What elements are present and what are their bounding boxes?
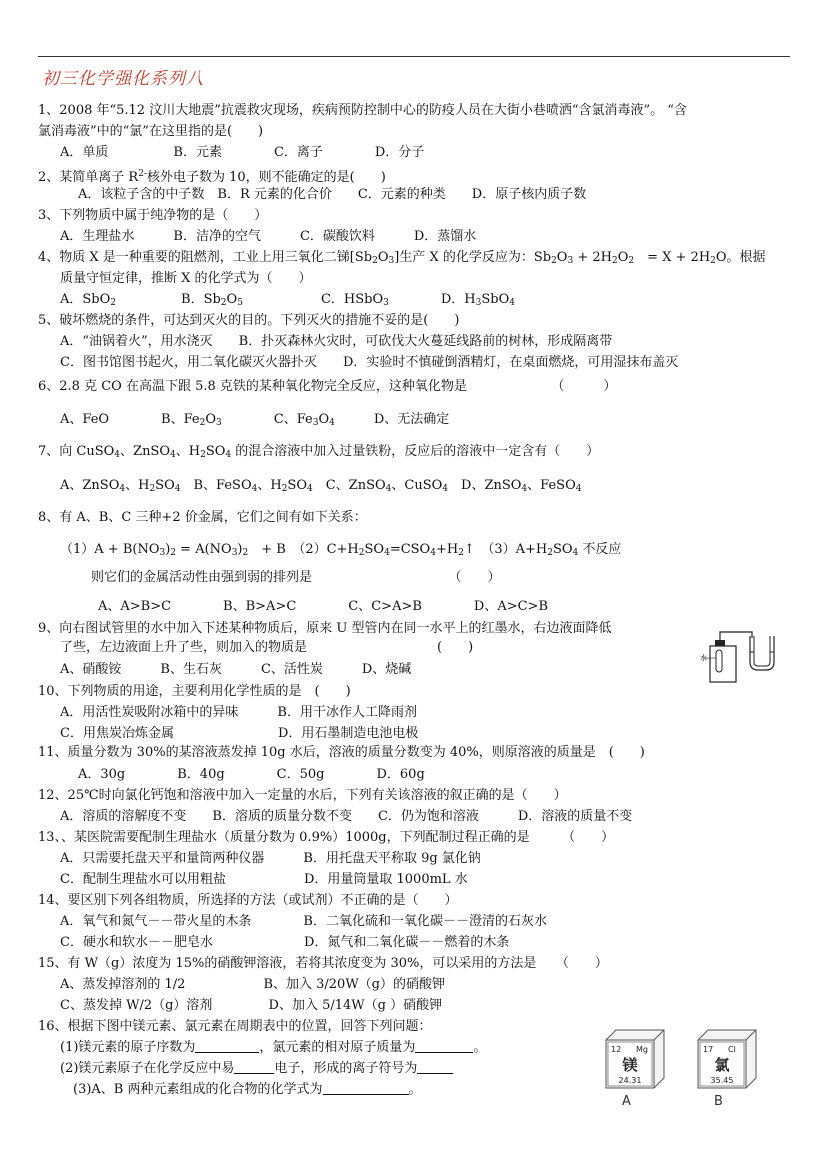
connecting-tube	[720, 632, 752, 640]
text-line: C．图书馆图书起火，用二氧化碳灭火器扑灭 D．实验时不慎碰倒酒精灯，在桌面燃烧，可用湿抹布盖灭	[60, 355, 679, 370]
text-line: A．单质 B．元素 C．离子 D．分子	[60, 145, 425, 160]
text-line: $(1)A + B(NO_3)_2 = A(NO_3)_2$ + B $(2)C+H_2SO_4=CSO_4+H_2↑$ $(3)A+H_2SO_4$ 不反应	[60, 542, 622, 558]
text-line: A、FeO B、$Fe_2O_3$ C、$Fe_3O_4$ D、无法确定	[60, 412, 450, 428]
tile-caption-b: B	[714, 1094, 723, 1109]
u-tube-inner	[754, 636, 770, 666]
text-line: A．30g B．40g C．50g D．60g	[78, 767, 425, 782]
text-line: 6、2.8 克 CO 在高温下跟 5.8 克铁的某种氧化物完全反应，这种氧化物是 （ ）	[38, 379, 617, 394]
beaker	[710, 646, 736, 682]
text-line: 8、有 A、B、C 三种+2 价金属，它们之间有如下关系：	[38, 510, 367, 525]
text-line: C．硬水和软水－－肥皂水 D．氮气和二氧化碳－－燃着的木条	[60, 935, 510, 950]
tile-caption-a: A	[622, 1094, 631, 1109]
u-tube-apparatus-figure	[700, 626, 782, 686]
text-line: A、蒸发掉溶剂的 1/2 B、加入 3/20W（g）的硝酸钾	[60, 977, 446, 992]
text-line: A．只需要托盘天平和量筒两种仪器 B．用托盘天平称取 9g 氯化钠	[60, 851, 481, 866]
text-line: A、A>B>C B、B>A>C C、C>A>B D、A>C>B	[98, 599, 549, 614]
text-line: 氯消毒液”中的“氯”在这里指的是( )	[38, 124, 264, 139]
element-mass: 35.45	[710, 1076, 734, 1085]
text-line: 9、向右图试管里的水中加入下述某种物质后，原来 U 型管内在同一水平上的红墨水，右边液面降低	[38, 621, 612, 636]
element-tile-a	[602, 1026, 666, 1090]
text-line: A．氧气和氮气－－带火星的木条 B．二氧化硫和一氧化碳－－澄清的石灰水	[60, 914, 547, 929]
text-line: A．生理盐水 B．洁净的空气 C．碳酸饮料 D．蒸馏水	[60, 229, 477, 244]
text-line: 5、破坏燃烧的条件，可达到灭火的目的。下列灭火的措施不妥的是( )	[38, 313, 460, 328]
text-line: A．SbO$_2$ B．$Sb_2O_5$ C．HSbO$_3$ D．$H_3SbO_4$	[60, 292, 515, 308]
text-line: 15、有 W（g）浓度为 15%的硝酸钾溶液，若将其浓度变为 30%，可以采用的方法是 （ ）	[38, 956, 608, 971]
text-line: (3)A、B 两种元素组成的化合物的化学式为 。	[60, 1082, 422, 1097]
atomic-number: 17	[703, 1045, 714, 1054]
text-line: 14、要区别下列各组物质，所选择的方法（或试剂）不正确的是（ ）	[38, 893, 458, 908]
header-rule	[38, 56, 790, 57]
stopper	[715, 640, 725, 646]
test-tube	[716, 650, 722, 672]
text-line: (1)镁元素的原子序数为 ，氯元素的相对原子质量为 。	[60, 1040, 487, 1055]
text-line: 7、向 CuSO$_4$、ZnSO$_4$、$H_2SO_4$ 的混合溶液中加入过量铁粉，反应后的溶液中一定含有（ ）	[38, 444, 600, 460]
text-line: A．溶质的溶解度不变 B．溶质的质量分数不变 C．仍为饱和溶液 D．溶液的质量不变	[60, 809, 633, 824]
element-symbol: Mg	[636, 1045, 648, 1054]
text-line: 了些，左边液面上升了些，则加入的物质是 ( )	[60, 640, 474, 655]
text-line: A、硝酸铵 B、生石灰 C、活性炭 D、烧碱	[60, 662, 412, 677]
element-name: 氯	[714, 1056, 730, 1074]
text-line: 16、根据下图中镁元素、氯元素在周期表中的位置，回答下列问题：	[38, 1019, 432, 1034]
text-line: 质量守恒定律，推断 X 的化学式为（ ）	[60, 271, 312, 286]
text-line: C．用焦炭冶炼金属 D．用石墨制造电池电极	[60, 726, 419, 741]
text-line: 3、下列物质中属于纯净物的是（ ）	[38, 208, 268, 223]
text-line: A．“油锅着火”，用水浇灭 B．扑灭森林火灾时，可砍伐大火蔓延线路前的树林，形成隔离带	[60, 334, 613, 349]
text-line: 则它们的金属活动性由强到弱的排列是 （ ）	[78, 570, 501, 585]
text-line: C．配制生理盐水可以用粗盐 D．用量筒量取 1000mL 水	[60, 872, 468, 887]
text-line: 4、物质 X 是一种重要的阻燃剂，工业上用三氧化二锑$[Sb_2O_3]$生产 X 的化学反应为：$Sb_2O_3 + 2H_2O_2$ = $X + 2H_2O$。根据	[38, 250, 766, 266]
page-title: 初三化学强化系列八	[42, 69, 204, 89]
atomic-number: 12	[611, 1045, 622, 1054]
element-name: 镁	[622, 1056, 638, 1074]
text-line: 12、25℃时向氯化钙饱和溶液中加入一定量的水后，下列有关该溶液的叙正确的是（ ）	[38, 788, 567, 803]
text-line: C、蒸发掉 W/2（g）溶剂 D、加入 5/14W（g ）硝酸钾	[60, 998, 443, 1013]
text-line: 1、2008 年“5.12 汶川大地震”抗震救灾现场，疾病预防控制中心的防疫人员在大街小巷喷洒“含氯消毒液”。 “含	[38, 103, 687, 118]
text-line: A、ZnSO$_4$、$H_2SO_4$ B、FeSO$_4$、$H_2SO_4$ C、ZnSO$_4$、CuSO$_4$ D、ZnSO$_4$、FeSO$_4$	[60, 478, 582, 494]
text-line: A．用活性炭吸附冰箱中的异味 B．用干冰作人工降雨剂	[60, 705, 417, 720]
element-mass: 24.31	[618, 1076, 642, 1085]
text-line: 13、、某医院需要配制生理盐水（质量分数为 0.9%）1000g，下列配制过程正确的是 （ ）	[38, 830, 615, 845]
text-line: 10、下列物质的用途，主要利用化学性质的是 ( )	[38, 684, 351, 699]
text-line: 2、某简单离子 $R^{2-}$核外电子数为 10，则不能确定的是( )	[38, 169, 386, 185]
element-tile-b	[694, 1026, 758, 1090]
element-symbol: Cl	[728, 1045, 736, 1054]
text-line: (2)镁元素原子在化学反应中易 电子，形成的离子符号为	[38, 1060, 453, 1078]
text-line: 11、质量分数为 30%的某溶液蒸发掉 10g 水后，溶液的质量分数变为 40%，则原溶液的质量是 ( )	[38, 745, 645, 760]
text-line: A．该粒子含的中子数 B．R 元素的化合价 C．元素的种类 D．原子核内质子数	[78, 187, 587, 202]
water-label: 水	[700, 654, 707, 662]
